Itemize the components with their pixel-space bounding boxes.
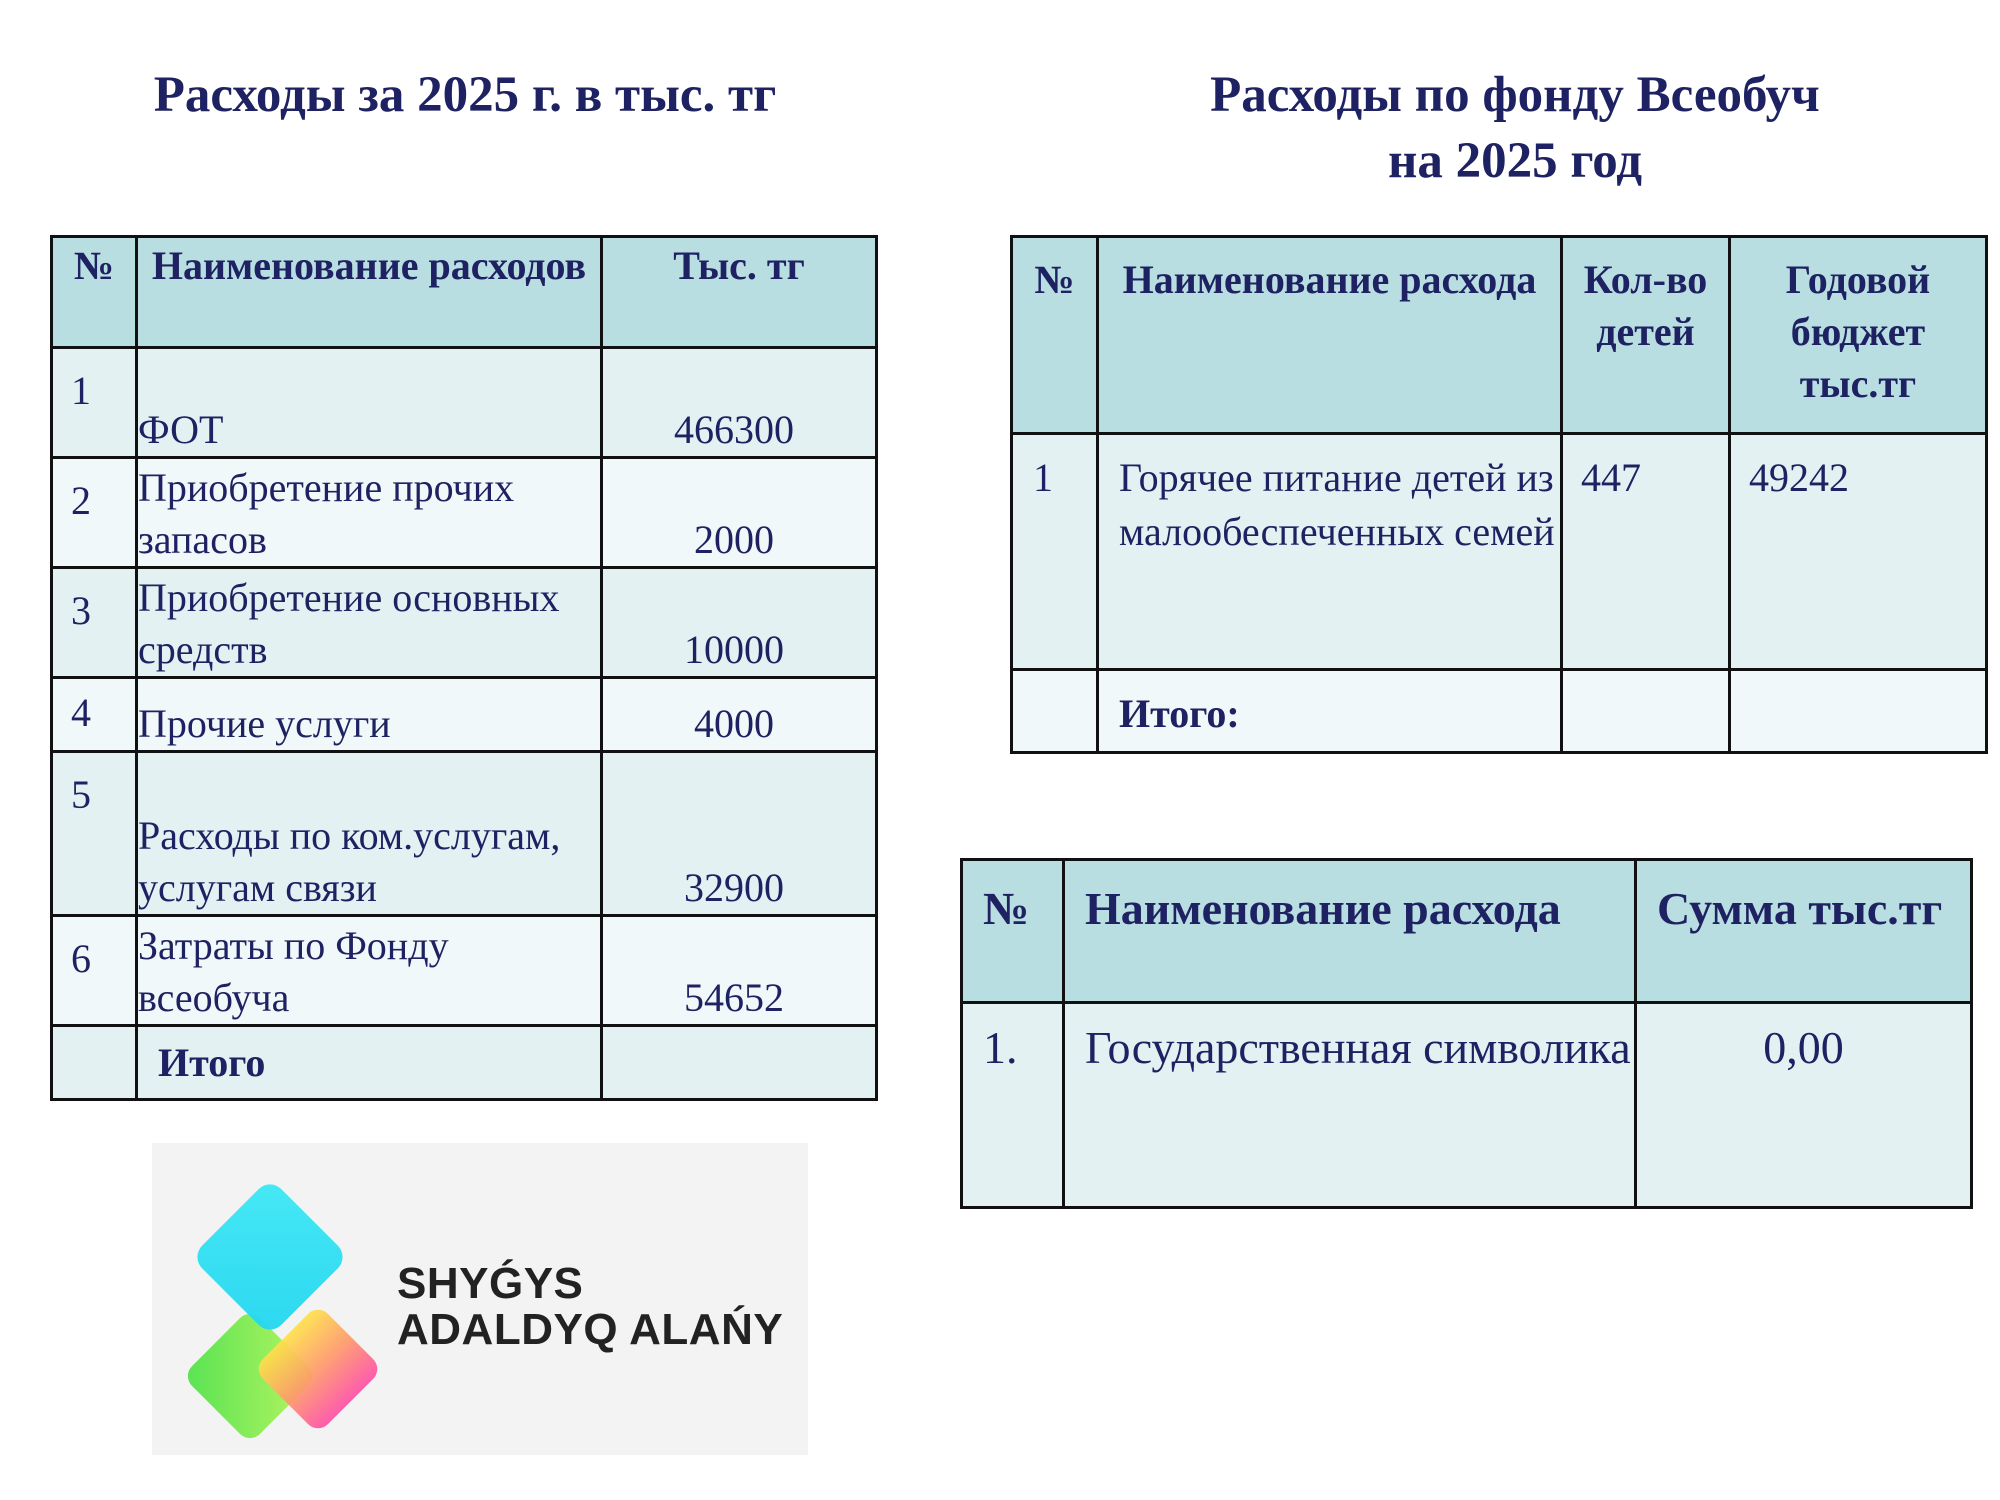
column-header-number: № [52,237,137,348]
table-row [52,678,877,752]
total-amount-cell [602,1026,877,1100]
row-name: Приобретение основных средств [137,568,602,678]
fund-title-line1: Расходы по фонду Всеобуч [1210,67,1820,123]
row-name: Государственная символика [1064,1003,1636,1208]
row-number: 5 [52,752,137,916]
fund-title [1000,62,2000,194]
table-header-row [962,860,1972,1003]
row-amount: 32900 [602,752,877,916]
row-name: Приобретение прочих запасов [137,458,602,568]
column-header-name: Наименование расхода [1098,237,1562,434]
row-name: Расходы по ком.услугам, услугам связи [137,752,602,916]
column-header-amount: Тыс. тг [602,237,877,348]
row-amount: 2000 [602,458,877,568]
column-header-number: № [962,860,1064,1003]
expenses-table [50,235,878,1101]
total-label: Итого [137,1026,602,1100]
table-row [962,1003,1972,1208]
column-header-number: № [1012,237,1098,434]
total-children-cell [1562,670,1730,753]
row-number: 3 [52,568,137,678]
row-number: 6 [52,916,137,1026]
diamond-logo-icon [152,1143,392,1455]
fund-title-line2: на 2025 год [1387,133,1643,189]
column-header-children: Кол-во детей [1562,237,1730,434]
row-name: Горячее питание детей из малообеспеченных семей [1098,434,1562,670]
column-header-sum: Сумма тыс.тг [1636,860,1972,1003]
row-sum: 0,00 [1636,1003,1972,1208]
row-amount: 10000 [602,568,877,678]
table-row [52,458,877,568]
total-number-cell [1012,670,1098,753]
total-row [1012,670,1987,753]
table-row [52,348,877,458]
row-name: ФОТ [137,348,602,458]
row-amount: 4000 [602,678,877,752]
table-row [1012,434,1987,670]
expenses-title: Расходы за 2025 г. в тыс. тг [153,67,777,123]
row-children: 447 [1562,434,1730,670]
row-number: 4 [52,678,137,752]
row-number: 1 [1012,434,1098,670]
row-number: 2 [52,458,137,568]
column-header-budget: Годовой бюджет тыс.тг [1730,237,1987,434]
column-header-name: Наименование расхода [1064,860,1636,1003]
table-header-row [1012,237,1987,434]
total-label: Итого: [1098,670,1562,753]
column-header-name: Наименование расходов [137,237,602,348]
total-budget-cell [1730,670,1987,753]
symbol-table [960,858,1973,1209]
table-header-row [52,237,877,348]
logo-text-line2: ADALDYQ ALAŃY [397,1305,784,1354]
row-budget: 49242 [1730,434,1987,670]
logo-text-line1: SHYǴYS [397,1259,584,1308]
row-name: Затраты по Фонду всеобуча [137,916,602,1026]
row-amount: 466300 [602,348,877,458]
table-row [52,916,877,1026]
table-row [52,752,877,916]
table-row [52,568,877,678]
row-number: 1 [52,348,137,458]
row-amount: 54652 [602,916,877,1026]
organization-logo [152,1143,808,1455]
row-name: Прочие услуги [137,678,602,752]
fund-table [1010,235,1988,754]
row-number: 1. [962,1003,1064,1208]
total-number-cell [52,1026,137,1100]
total-row [52,1026,877,1100]
